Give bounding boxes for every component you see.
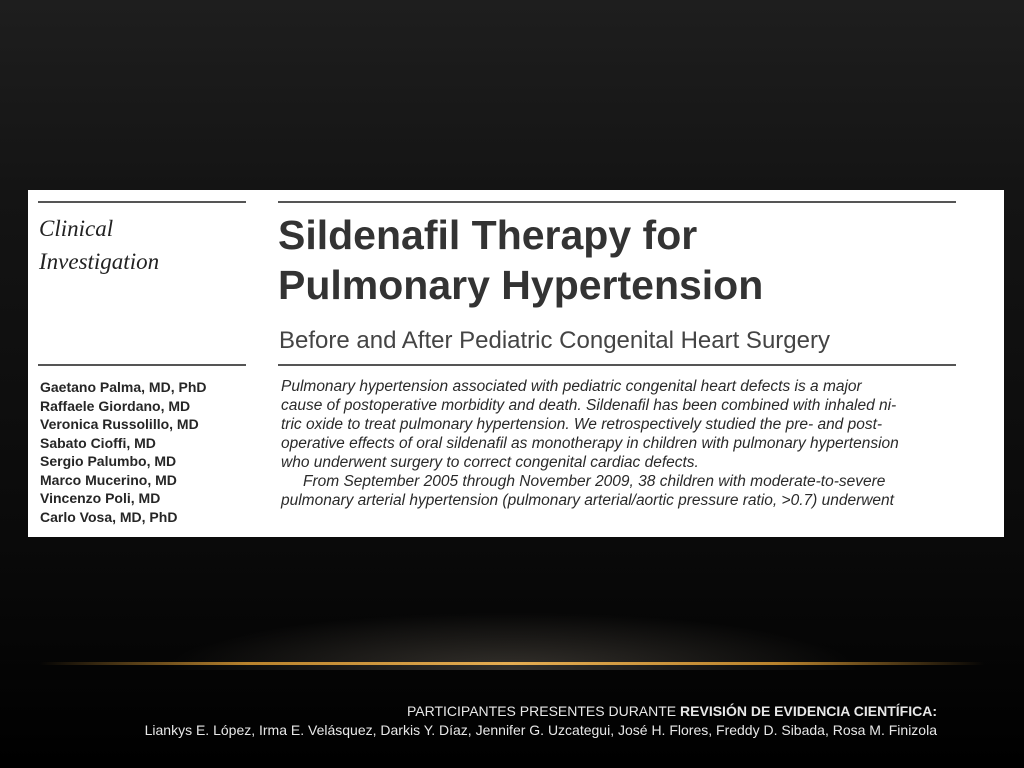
abstract-line: operative effects of oral sildenafil as monotherapy in children with pulmonary hypertension [281, 435, 899, 452]
caption-heading-bold: REVISIÓN DE EVIDENCIA CIENTÍFICA: [680, 703, 937, 719]
author-name: Raffaele Giordano, MD [40, 397, 191, 414]
author-name: Sergio Palumbo, MD [40, 453, 177, 469]
stage-glow [0, 560, 1024, 670]
abstract-line: From September 2005 through November 2009, 38 children with moderate-to-severe [303, 473, 886, 490]
article-title-line: Pulmonary Hypertension [278, 262, 764, 308]
author-name: Gaetano Palma, MD, PhD [40, 379, 207, 395]
author-name: Vincenzo Poli, MD [40, 490, 161, 506]
participants-caption [145, 702, 937, 740]
gold-divider-line [40, 662, 984, 665]
author-name: Marco Mucerino, MD [40, 471, 177, 488]
abstract-line: who underwent surgery to correct congenital cardiac defects. [281, 454, 699, 471]
article-title [278, 210, 763, 310]
abstract-text [281, 377, 963, 510]
caption-participant-names: Liankys E. López, Irma E. Velásquez, Darkis Y. Díaz, Jennifer G. Uzcategui, José H. Flores, Freddy D. Sibada, Rosa M. Finizola [144, 722, 937, 738]
author-name: Veronica Russolillo, MD [40, 416, 199, 432]
section-label-line: Clinical [39, 216, 114, 241]
author-name: Carlo Vosa, MD, PhD [40, 508, 178, 525]
mid-rule-right [278, 364, 956, 366]
mid-rule-left [38, 364, 246, 366]
section-label-line: Investigation [39, 249, 160, 274]
caption-heading-prefix: PARTICIPANTES PRESENTES DURANTE [406, 703, 681, 719]
author-list [40, 378, 206, 526]
section-label [39, 212, 159, 278]
abstract-line: pulmonary arterial hypertension (pulmonary arterial/aortic pressure ratio, >0.7) underwent [281, 492, 894, 509]
article-title-line: Sildenafil Therapy for [278, 212, 698, 258]
caption-heading-line [145, 702, 937, 721]
article-subtitle: Before and After Pediatric Congenital Heart Surgery [279, 327, 830, 354]
abstract-line: cause of postoperative morbidity and death. Sildenafil has been combined with inhaled ni- [281, 397, 897, 414]
article-clipping-image [28, 190, 1004, 537]
top-rule-left [38, 201, 246, 203]
abstract-line: Pulmonary hypertension associated with pediatric congenital heart defects is a major [281, 378, 862, 395]
top-rule-right [278, 201, 956, 203]
abstract-line: tric oxide to treat pulmonary hypertension. We retrospectively studied the pre- and post- [281, 416, 883, 433]
author-name: Sabato Cioffi, MD [40, 434, 156, 451]
